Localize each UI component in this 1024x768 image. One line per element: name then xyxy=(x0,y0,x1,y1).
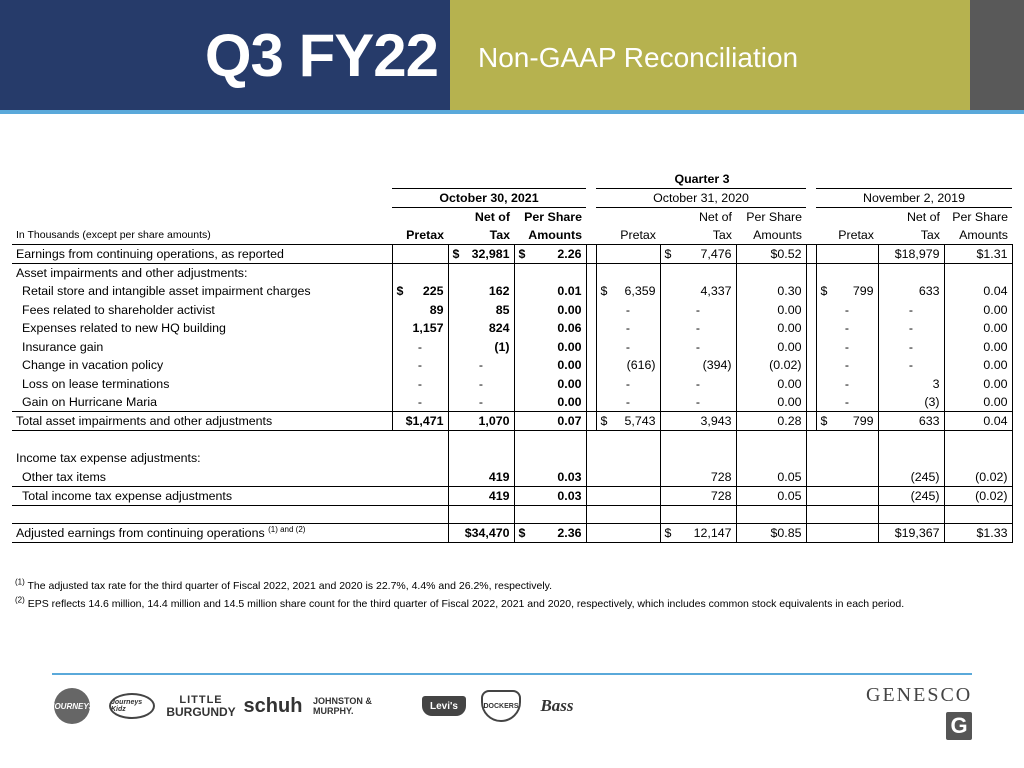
cell-value: - xyxy=(816,338,878,357)
levis-logo: Levi's xyxy=(420,686,468,726)
cell-value: 0.00 xyxy=(514,375,586,394)
cell-value: 0.00 xyxy=(944,301,1012,320)
cell-value: - xyxy=(596,338,660,357)
cell-value: 89 xyxy=(392,301,448,320)
row-label: Adjusted earnings from continuing operations $^{(1) and (2)}$ xyxy=(12,524,392,543)
footer-divider xyxy=(52,673,972,675)
cell-value: (3) xyxy=(878,393,944,412)
cell-value: - xyxy=(392,338,448,357)
cell-value: 0.00 xyxy=(736,301,806,320)
period-2020: October 31, 2020 xyxy=(596,189,806,208)
cell-value: - xyxy=(448,375,514,394)
row-label: Total asset impairments and other adjustments xyxy=(12,412,392,431)
table-row xyxy=(12,449,1012,468)
cell-value: 0.04 xyxy=(944,412,1012,431)
cell-value: 1,070 xyxy=(448,412,514,431)
cell-value: (394) xyxy=(660,356,736,375)
row-label: Earnings from continuing operations, as reported xyxy=(12,245,392,264)
cell-value: 0.00 xyxy=(944,375,1012,394)
journeys-logo: JOURNEYS xyxy=(48,686,96,726)
cell-value: - xyxy=(660,393,736,412)
table-row xyxy=(12,319,1012,338)
period-2021: October 30, 2021 xyxy=(392,189,586,208)
cell-value: 1,157 xyxy=(392,319,448,338)
cell-value: 3,943 xyxy=(660,412,736,431)
col-pretax-2021: Pretax xyxy=(392,226,448,245)
cell-value: - xyxy=(392,356,448,375)
cell-value: - xyxy=(816,319,878,338)
cell-value: 0.00 xyxy=(514,356,586,375)
table-row xyxy=(12,356,1012,375)
cell-value: - xyxy=(448,356,514,375)
cell-value: $ 2.36 xyxy=(514,524,586,543)
table-row xyxy=(12,301,1012,320)
genesco-wordmark: GENESCO xyxy=(866,684,973,706)
cell-value: - xyxy=(660,375,736,394)
cell-value: 0.01 xyxy=(514,282,586,301)
units-label: In Thousands (except per share amounts) xyxy=(12,226,392,245)
table-row xyxy=(12,412,1012,431)
cell-value: (616) xyxy=(596,356,660,375)
table-row xyxy=(12,486,1012,505)
quarter-header-row xyxy=(12,170,1012,189)
cell-value: - xyxy=(878,319,944,338)
cell-value: - xyxy=(816,301,878,320)
table-row xyxy=(12,524,1012,543)
table-row xyxy=(12,393,1012,412)
cell-value: $1,471 xyxy=(392,412,448,431)
cell-value: $1.33 xyxy=(944,524,1012,543)
cell-value: 162 xyxy=(448,282,514,301)
dockers-logo: DOCKERS xyxy=(478,686,524,726)
schuh-logo: schuh xyxy=(243,694,303,717)
table-row xyxy=(12,245,1012,264)
cell-value: (0.02) xyxy=(736,356,806,375)
cell-value: (245) xyxy=(878,486,944,505)
table-row xyxy=(12,264,1012,283)
cell-value: - xyxy=(448,393,514,412)
slide-title: Q3 FY22 xyxy=(204,22,438,89)
cell-value: $ 7,476 xyxy=(660,245,736,264)
header-banner xyxy=(0,0,1024,110)
column-header-row-bottom xyxy=(12,226,1012,245)
cell-value: $34,470 xyxy=(448,524,514,543)
cell-value: 0.00 xyxy=(944,393,1012,412)
cell-value: 0.00 xyxy=(736,319,806,338)
cell-value: $ 12,147 xyxy=(660,524,736,543)
column-header-row-top xyxy=(12,208,1012,227)
cell-value: 4,337 xyxy=(660,282,736,301)
cell-value: (0.02) xyxy=(944,486,1012,505)
col-tax-2021: Tax xyxy=(448,226,514,245)
cell-value: - xyxy=(596,301,660,320)
cell-value: - xyxy=(660,338,736,357)
row-label: Insurance gain xyxy=(22,339,104,354)
cell-value: 0.03 xyxy=(514,486,586,505)
row-label: Loss on lease terminations xyxy=(22,376,170,391)
footnote-2: $^{(2)}$ EPS reflects 14.6 million, 14.4 million and 14.5 million share count for the third quarter of Fiscal 2022, 2021 and 2020, respectively, which includes common stock equivalents in each period. xyxy=(15,595,905,610)
cell-value: 0.00 xyxy=(736,393,806,412)
cell-value: 728 xyxy=(660,486,736,505)
cell-value: - xyxy=(596,393,660,412)
cell-value: 0.28 xyxy=(736,412,806,431)
cell-value: $0.52 xyxy=(736,245,806,264)
cell-value: - xyxy=(878,301,944,320)
cell-value: - xyxy=(596,319,660,338)
row-label: Expenses related to new HQ building xyxy=(22,321,226,336)
cell-value: $18,979 xyxy=(878,245,944,264)
cell-value: $ 225 xyxy=(392,282,448,301)
genesco-g-icon: G xyxy=(946,712,972,740)
row-label: Fees related to shareholder activist xyxy=(22,302,215,317)
cell-value: - xyxy=(878,356,944,375)
cell-value: 3 xyxy=(878,375,944,394)
journeys-kidz-logo: Journeys Kidz xyxy=(108,686,156,726)
col-tax-2019: Tax xyxy=(878,226,944,245)
cell-value: 0.05 xyxy=(736,468,806,487)
cell-value: - xyxy=(816,356,878,375)
cell-value: 0.00 xyxy=(944,338,1012,357)
row-label: Change in vacation policy xyxy=(22,358,164,373)
cell-value: 0.00 xyxy=(514,393,586,412)
cell-value: $0.85 xyxy=(736,524,806,543)
row-label: Other tax items xyxy=(12,468,392,487)
cell-value: - xyxy=(816,375,878,394)
cell-value: $ 32,981 xyxy=(448,245,514,264)
cell-value: (0.02) xyxy=(944,468,1012,487)
cell-value: 0.04 xyxy=(944,282,1012,301)
cell-value: - xyxy=(392,375,448,394)
section-heading: Asset impairments and other adjustments: xyxy=(16,266,248,280)
cell-value: 0.00 xyxy=(736,375,806,394)
col-amounts-2019: Amounts xyxy=(944,226,1012,245)
col-per-share-2021: Per Share xyxy=(524,210,582,224)
col-amounts-2020: Amounts xyxy=(736,226,806,245)
cell-value: 633 xyxy=(878,282,944,301)
johnston-murphy-logo: JOHNSTON & MURPHY. xyxy=(313,696,372,716)
table-row xyxy=(12,338,1012,357)
spacer-row xyxy=(12,505,1012,524)
cell-value: $19,367 xyxy=(878,524,944,543)
col-net-of-2020: Net of xyxy=(698,210,732,224)
slide-subtitle: Non-GAAP Reconciliation xyxy=(478,42,799,73)
cell-value: 728 xyxy=(660,468,736,487)
col-pretax-2020: Pretax xyxy=(596,226,660,245)
period-2019: November 2, 2019 xyxy=(816,189,1012,208)
row-label: Gain on Hurricane Maria xyxy=(12,393,392,412)
col-per-share-2019: Per Share xyxy=(952,210,1008,224)
little-burgundy-logo: LITTLE BURGUNDY xyxy=(166,694,236,719)
cell-value: 419 xyxy=(448,486,514,505)
cell-value: 0.05 xyxy=(736,486,806,505)
reconciliation-table xyxy=(12,170,1013,543)
cell-value: 0.00 xyxy=(944,356,1012,375)
cell-value: $ 799 xyxy=(816,412,878,431)
table-row xyxy=(12,468,1012,487)
cell-value: 0.07 xyxy=(514,412,586,431)
cell-value: - xyxy=(878,338,944,357)
row-label: Retail store and intangible asset impairment charges xyxy=(22,284,311,299)
cell-value: (1) xyxy=(448,338,514,357)
cell-value: - xyxy=(660,301,736,320)
header-accent-line xyxy=(0,110,1024,114)
col-net-of-2019: Net of xyxy=(906,210,940,224)
cell-value: 0.00 xyxy=(514,338,586,357)
cell-value: $1.31 xyxy=(944,245,1012,264)
cell-value: 0.06 xyxy=(514,319,586,338)
cell-value: 0.03 xyxy=(514,468,586,487)
table-row xyxy=(12,282,1012,301)
cell-value: - xyxy=(392,393,448,412)
spacer-row xyxy=(12,431,1012,450)
col-pretax-2019: Pretax xyxy=(816,226,878,245)
cell-value: 0.00 xyxy=(944,319,1012,338)
period-header-row xyxy=(12,189,1012,208)
cell-value: (245) xyxy=(878,468,944,487)
cell-value: 633 xyxy=(878,412,944,431)
cell-value: - xyxy=(816,393,878,412)
col-net-of-2021: Net of xyxy=(474,210,510,224)
cell-value: $ 6,359 xyxy=(596,282,660,301)
col-tax-2020: Tax xyxy=(660,226,736,245)
footnote-1: $^{(1)}$ The adjusted tax rate for the third quarter of Fiscal 2022, 2021 and 2020 is 22.7%, 4.4% and 26.2%, respectively. xyxy=(15,577,553,592)
col-amounts-2021: Amounts xyxy=(514,226,586,245)
footnote-ref: (1) and (2) xyxy=(268,524,306,534)
cell-value: 824 xyxy=(448,319,514,338)
cell-value: 85 xyxy=(448,301,514,320)
section-heading: Income tax expense adjustments: xyxy=(16,451,201,466)
bass-logo: Bass xyxy=(540,696,574,715)
cell-value: 419 xyxy=(448,468,514,487)
col-per-share-2020: Per Share xyxy=(746,210,802,224)
header-gray-block xyxy=(970,0,1024,110)
cell-value: $ 5,743 xyxy=(596,412,660,431)
cell-value: $ 2.26 xyxy=(514,245,586,264)
cell-value: 0.30 xyxy=(736,282,806,301)
cell-value: - xyxy=(660,319,736,338)
table-row xyxy=(12,375,1012,394)
cell-value: $ 799 xyxy=(816,282,878,301)
cell-value: 0.00 xyxy=(514,301,586,320)
quarter-label: Quarter 3 xyxy=(674,172,730,186)
cell-value: 0.00 xyxy=(736,338,806,357)
row-label: Total income tax expense adjustments xyxy=(12,486,392,505)
cell-value: - xyxy=(596,375,660,394)
